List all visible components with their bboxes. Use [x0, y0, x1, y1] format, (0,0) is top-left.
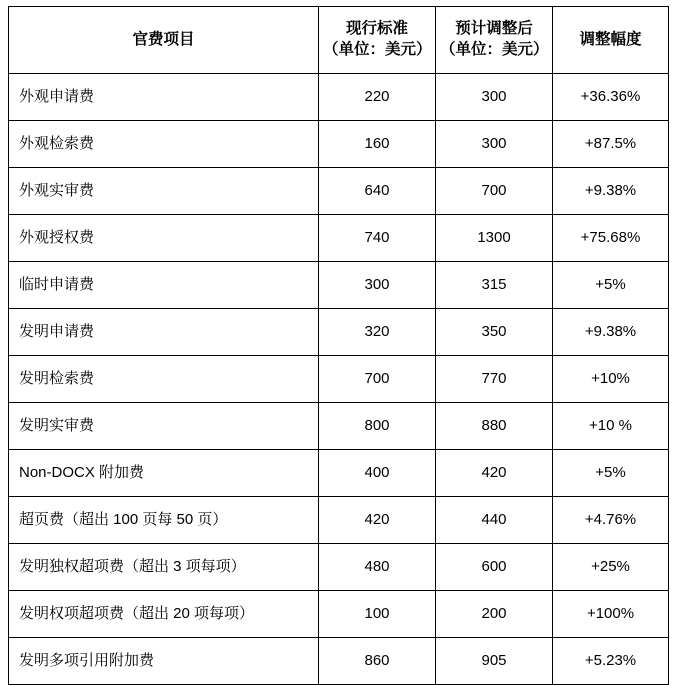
table-body — [9, 74, 669, 685]
table-row — [9, 215, 669, 262]
table-row — [9, 450, 669, 497]
cell-change: +25% — [553, 544, 669, 591]
table-row — [9, 544, 669, 591]
cell-adjusted: 880 — [436, 403, 553, 450]
table-row — [9, 262, 669, 309]
cell-item: 外观检索费 — [9, 121, 319, 168]
cell-current: 160 — [319, 121, 436, 168]
column-header-item-line-1: 官费项目 — [132, 30, 195, 48]
cell-item: 发明申请费 — [9, 309, 319, 356]
cell-item: 临时申请费 — [9, 262, 319, 309]
cell-adjusted: 300 — [436, 74, 553, 121]
cell-change: +36.36% — [553, 74, 669, 121]
cell-adjusted: 1300 — [436, 215, 553, 262]
cell-adjusted: 420 — [436, 450, 553, 497]
cell-change: +75.68% — [553, 215, 669, 262]
table-row — [9, 121, 669, 168]
cell-current: 320 — [319, 309, 436, 356]
cell-change: +5.23% — [553, 638, 669, 685]
cell-current: 860 — [319, 638, 436, 685]
table-row — [9, 168, 669, 215]
cell-change: +87.5% — [553, 121, 669, 168]
cell-current: 400 — [319, 450, 436, 497]
cell-adjusted: 300 — [436, 121, 553, 168]
cell-adjusted: 600 — [436, 544, 553, 591]
cell-change: +10% — [553, 356, 669, 403]
cell-current: 740 — [319, 215, 436, 262]
cell-item: 发明独权超项费（超出 3 项每项） — [9, 544, 319, 591]
cell-adjusted: 200 — [436, 591, 553, 638]
cell-adjusted: 440 — [436, 497, 553, 544]
header-row — [9, 7, 669, 74]
cell-adjusted: 905 — [436, 638, 553, 685]
cell-current: 800 — [319, 403, 436, 450]
cell-adjusted: 770 — [436, 356, 553, 403]
column-header-adjusted-line-1: 预计调整后 — [455, 20, 533, 38]
cell-change: +10 % — [553, 403, 669, 450]
cell-current: 640 — [319, 168, 436, 215]
cell-adjusted: 315 — [436, 262, 553, 309]
cell-change: +4.76% — [553, 497, 669, 544]
cell-current: 420 — [319, 497, 436, 544]
cell-change: +5% — [553, 262, 669, 309]
table-row — [9, 356, 669, 403]
cell-item: 外观实审费 — [9, 168, 319, 215]
column-header-current-line-1: 现行标准 — [345, 20, 408, 38]
cell-item: 发明多项引用附加费 — [9, 638, 319, 685]
table-row — [9, 74, 669, 121]
table-row — [9, 497, 669, 544]
column-header-change — [553, 7, 669, 74]
cell-current: 300 — [319, 262, 436, 309]
column-header-adjusted-line-2: （单位：美元） — [440, 41, 549, 58]
cell-current: 100 — [319, 591, 436, 638]
cell-item: 外观授权费 — [9, 215, 319, 262]
cell-current: 220 — [319, 74, 436, 121]
column-header-current — [319, 7, 436, 74]
cell-change: +9.38% — [553, 309, 669, 356]
cell-current: 700 — [319, 356, 436, 403]
column-header-item — [9, 7, 319, 74]
cell-item: 发明实审费 — [9, 403, 319, 450]
cell-item: 外观申请费 — [9, 74, 319, 121]
cell-adjusted: 700 — [436, 168, 553, 215]
cell-adjusted: 350 — [436, 309, 553, 356]
cell-change: +5% — [553, 450, 669, 497]
cell-change: +9.38% — [553, 168, 669, 215]
cell-item: 发明检索费 — [9, 356, 319, 403]
column-header-adjusted — [436, 7, 553, 74]
cell-item: 发明权项超项费（超出 20 项每项） — [9, 591, 319, 638]
cell-current: 480 — [319, 544, 436, 591]
cell-change: +100% — [553, 591, 669, 638]
table-header — [9, 7, 669, 74]
cell-item: 超页费（超出 100 页每 50 页） — [9, 497, 319, 544]
column-header-change-line-1: 调整幅度 — [579, 30, 642, 48]
table-row — [9, 591, 669, 638]
table-row — [9, 403, 669, 450]
table-row — [9, 309, 669, 356]
cell-item: Non-DOCX 附加费 — [9, 450, 319, 497]
column-header-current-line-2: （单位：美元） — [323, 41, 432, 58]
official-fee-table — [8, 6, 669, 685]
